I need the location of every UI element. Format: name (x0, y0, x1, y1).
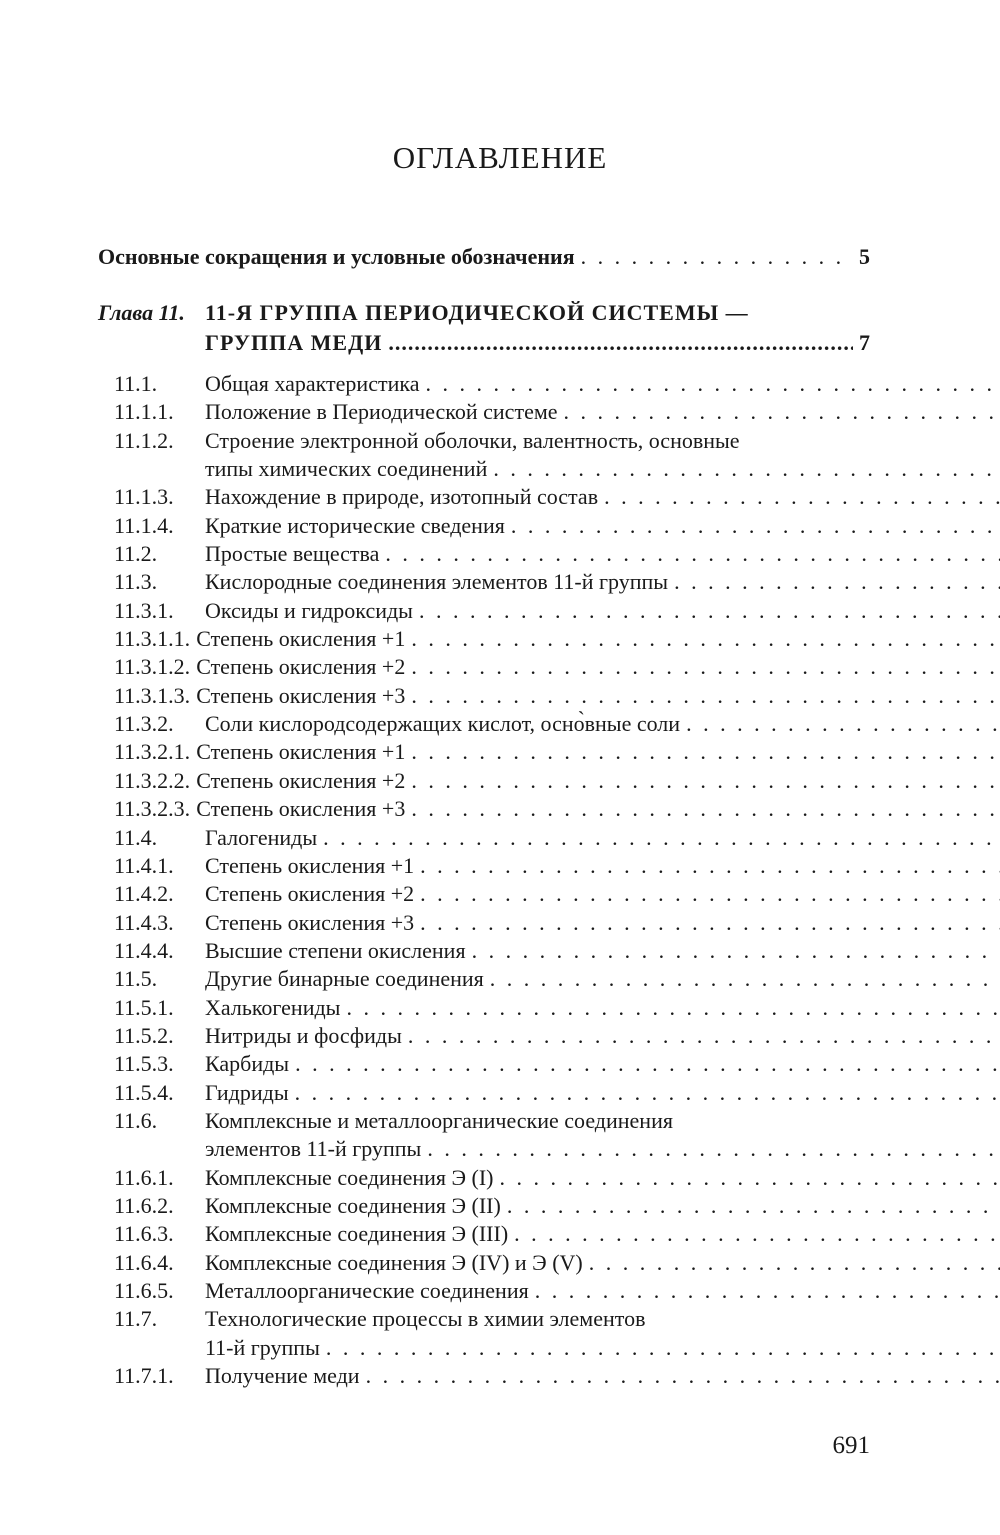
entry-text: Гидриды (205, 1079, 289, 1105)
entry-number: 11.1. (114, 371, 158, 396)
page-number: 691 (832, 1432, 870, 1459)
toc-entry[interactable] (114, 370, 870, 398)
entry-number: 11.1.4. (114, 512, 174, 538)
toc-entry[interactable] (114, 1192, 870, 1220)
entry-number: 11.5.2. (114, 1022, 174, 1048)
dot-leader (604, 483, 1000, 511)
dot-leader (326, 1334, 1000, 1362)
dot-leader (493, 455, 1000, 483)
dot-leader (323, 824, 1000, 852)
entry-text: Другие бинарные соединения (205, 966, 484, 992)
entry-number: 11.5.1. (114, 994, 174, 1020)
dot-leader (411, 653, 1000, 681)
entry-text: Галогениды (205, 824, 318, 850)
entry-number: 11.7.1. (114, 1363, 174, 1389)
toc-entry[interactable] (114, 653, 870, 681)
entry-text: Кислородные соединения элементов 11-й группы (205, 569, 669, 595)
dot-leader (411, 795, 1000, 823)
dot-leader (419, 597, 1000, 625)
entry-text: 11-й группы (205, 1334, 320, 1360)
entry-number: 11.2. (114, 541, 158, 567)
entry-text: Комплексные соединения Э (IV) и Э (V) (205, 1249, 583, 1275)
entry-number: 11.4.2. (114, 881, 174, 907)
entry-number: 11.1.2. (114, 427, 174, 453)
entry-text: Степень окисления +1 (196, 739, 406, 765)
dot-leader (411, 625, 1000, 653)
entry-text: типы химических соединений (205, 456, 488, 482)
entry-number: 11.7. (114, 1306, 158, 1332)
entry-number: 11.6.3. (114, 1221, 174, 1247)
dot-leader (507, 1192, 1000, 1220)
dot-leader (411, 738, 1000, 766)
entry-text: Получение меди (205, 1363, 360, 1389)
entry-text: Комплексные соединения Э (III) (205, 1221, 509, 1247)
toc-entry[interactable] (114, 1050, 870, 1078)
entry-number: 11.1.3. (114, 484, 174, 510)
toc-entry[interactable] (114, 1022, 870, 1050)
toc-entry[interactable] (114, 1362, 870, 1390)
toc-entry[interactable] (114, 937, 870, 965)
entry-text: Степень окисления +3 (196, 796, 406, 822)
entry-number: 11.3.2. (114, 711, 174, 737)
entry-number: 11.5.3. (114, 1051, 174, 1077)
chapter-title-line-2: ГРУППА МЕДИ (205, 330, 383, 355)
entry-number: 11.6.5. (114, 1278, 174, 1303)
chapter-label: Глава 11. (98, 300, 185, 325)
dot-leader (420, 880, 1000, 908)
entry-number: 11.1.1. (114, 399, 174, 425)
toc-entry[interactable] (114, 1220, 870, 1248)
toc-entry[interactable] (114, 795, 870, 823)
entry-number: 11.3.2.2. (114, 767, 191, 793)
entry-text: Степень окисления +3 (205, 909, 415, 935)
entry-number: 11.4.3. (114, 909, 174, 935)
toc-entry[interactable] (114, 767, 870, 795)
toc-list (114, 370, 870, 1390)
entry-text: Соли кислородсодержащих кислот, осно̀вные соли (205, 711, 681, 737)
toc-entry[interactable] (114, 965, 870, 993)
toc-entry[interactable] (114, 994, 870, 1022)
entry-text: Технологические процессы в химии элементов (205, 1306, 646, 1332)
dot-leader (674, 568, 1000, 596)
dot-leader (411, 767, 1000, 795)
dot-leader (346, 994, 1000, 1022)
entry-number: 11.3. (114, 569, 158, 595)
chapter-title-line-1: 11-Я ГРУППА ПЕРИОДИЧЕСКОЙ СИСТЕМЫ — (205, 300, 749, 325)
entry-text: Высшие степени окисления (205, 937, 466, 963)
dot-leader (385, 540, 1000, 568)
entry-text: Общая характеристика (205, 371, 420, 396)
entry-text: Положение в Периодической системе (205, 399, 558, 425)
toc-entry[interactable] (114, 540, 870, 568)
entry-text: Строение электронной оболочки, валентность, основные (205, 427, 740, 453)
toc-chapter-heading[interactable] (98, 300, 870, 360)
entry-text: Краткие исторические сведения (205, 512, 505, 538)
entry-number: 11.6.1. (114, 1164, 174, 1190)
toc-entry[interactable] (114, 1079, 870, 1107)
entry-text: Оксиды и гидроксиды (205, 597, 413, 623)
dot-leader (686, 710, 1000, 738)
entry-number: 11.6.4. (114, 1249, 174, 1275)
dot-leader (472, 937, 1000, 965)
entry-text: Нахождение в природе, изотопный состав (205, 484, 599, 510)
dot-leader (388, 330, 853, 356)
entry-text: Степень окисления +3 (196, 682, 406, 708)
entry-text: Степень окисления +2 (196, 654, 406, 680)
entry-number: 11.3.1.3. (114, 682, 191, 708)
entry-text: Металлоорганические соединения (205, 1278, 529, 1303)
dot-leader (514, 1220, 1000, 1248)
entry-page: 5 (859, 244, 870, 269)
dot-leader (589, 1249, 1000, 1277)
entry-number: 11.4.4. (114, 937, 174, 963)
toc-entry[interactable] (114, 1164, 870, 1192)
toc-entry[interactable] (114, 483, 870, 511)
entry-text: Степень окисления +2 (205, 881, 415, 907)
toc-entry[interactable] (114, 1249, 870, 1277)
toc-entry[interactable] (114, 398, 870, 426)
dot-leader (511, 512, 1000, 540)
entry-text: Карбиды (205, 1051, 290, 1077)
entry-text: Комплексные соединения Э (I) (205, 1164, 494, 1190)
entry-number: 11.6. (114, 1107, 158, 1133)
entry-number: 11.5.4. (114, 1079, 174, 1105)
toc-entry[interactable] (114, 625, 870, 653)
entry-text: Комплексные и металлоорганические соединения (205, 1107, 673, 1133)
dot-leader (366, 1362, 1000, 1390)
toc-entry[interactable] (114, 512, 870, 540)
entry-text: Нитриды и фосфиды (205, 1022, 402, 1048)
toc-entry-abbreviations[interactable] (98, 244, 870, 270)
toc-entry[interactable] (114, 824, 870, 852)
dot-leader (420, 909, 1000, 937)
entry-number: 11.3.2.1. (114, 739, 191, 765)
toc-entry[interactable] (114, 597, 870, 625)
dot-leader (295, 1079, 1000, 1107)
entry-text: Простые вещества (205, 541, 380, 567)
entry-number: 11.5. (114, 966, 158, 992)
dot-leader (411, 682, 1000, 710)
entry-number: 11.6.2. (114, 1192, 174, 1218)
toc-entry[interactable] (114, 880, 870, 908)
dot-leader (408, 1022, 1000, 1050)
toc-entry[interactable] (114, 852, 870, 880)
toc-entry[interactable] (114, 1107, 870, 1164)
dot-leader (427, 1135, 1000, 1163)
toc-entry[interactable] (114, 710, 870, 738)
entry-number: 11.4.1. (114, 852, 174, 878)
dot-leader (425, 370, 1000, 398)
page-title: ОГЛАВЛЕНИЕ (392, 140, 608, 175)
entry-number: 11.4. (114, 824, 158, 850)
dot-leader (535, 1277, 1000, 1305)
toc-entry[interactable] (114, 682, 870, 710)
entry-text: Степень окисления +1 (205, 852, 415, 878)
toc-entry[interactable] (114, 427, 870, 484)
entry-number: 11.3.1.1. (114, 626, 191, 652)
entry-text: Комплексные соединения Э (II) (205, 1192, 501, 1218)
entry-number: 11.3.1. (114, 597, 174, 623)
entry-text: Степень окисления +2 (196, 767, 406, 793)
entry-number: 11.3.1.2. (114, 654, 191, 680)
toc-entry[interactable] (114, 1305, 870, 1362)
toc-entry[interactable] (114, 568, 870, 596)
entry-text: Основные сокращения и условные обозначения (98, 244, 575, 269)
toc-entry[interactable] (114, 1277, 870, 1305)
entry-text: Халькогениды (205, 994, 341, 1020)
dot-leader (490, 965, 1000, 993)
dot-leader (420, 852, 1000, 880)
toc-entry[interactable] (114, 738, 870, 766)
dot-leader (581, 244, 853, 270)
dot-leader (500, 1164, 1000, 1192)
entry-text: Степень окисления +1 (196, 626, 406, 652)
entry-text: элементов 11-й группы (205, 1136, 422, 1162)
entry-number: 11.3.2.3. (114, 796, 191, 822)
toc-entry[interactable] (114, 909, 870, 937)
chapter-page: 7 (859, 330, 870, 355)
dot-leader (564, 398, 1000, 426)
dot-leader (295, 1050, 1000, 1078)
